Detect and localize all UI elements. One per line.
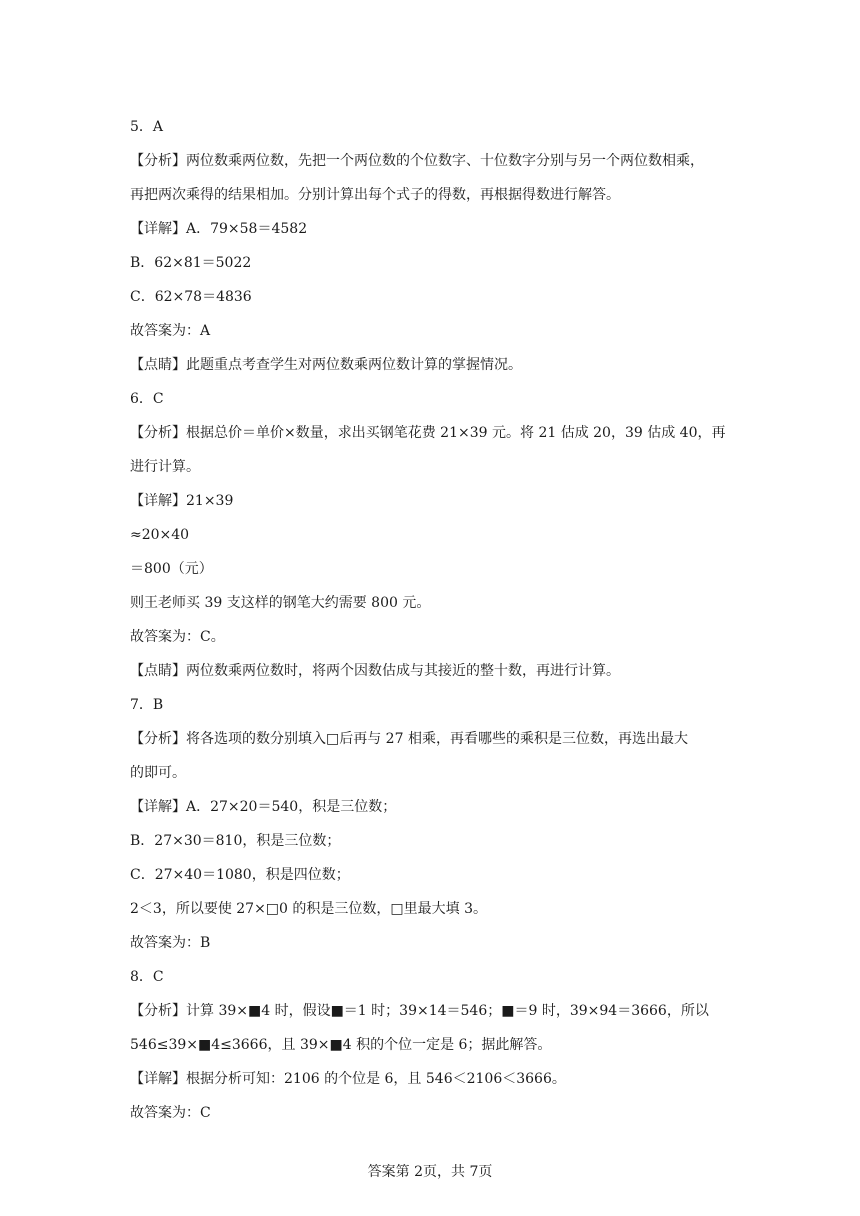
q5-conclusion: 故答案为：A xyxy=(130,323,211,339)
q8-conclusion: 故答案为：C xyxy=(130,1105,211,1121)
answer-content xyxy=(130,110,740,1130)
q6-analysis-line-2: 进行计算。 xyxy=(130,459,200,475)
q7-detail-a: 【详解】A．27×20＝540，积是三位数； xyxy=(130,799,397,815)
q7-analysis-line-2: 的即可。 xyxy=(130,765,186,781)
q8-analysis-line-2: 546≤39×■4≤3666，且 39×■4 积的个位一定是 6；据此解答。 xyxy=(130,1037,552,1053)
q6-detail-line-1: 【详解】21×39 xyxy=(130,493,234,509)
q6-conclusion: 故答案为：C。 xyxy=(130,629,225,645)
question-6-answer: 6．C xyxy=(130,391,164,407)
q7-conclusion: 故答案为：B xyxy=(130,935,211,951)
q5-detail-b: B．62×81＝5022 xyxy=(130,255,252,271)
q5-detail-c: C．62×78＝4836 xyxy=(130,289,252,305)
question-5-answer: 5．A xyxy=(130,119,164,135)
question-7-answer: 7．B xyxy=(130,697,164,713)
q5-analysis-line-1: 【分析】两位数乘两位数，先把一个两位数的个位数字、十位数字分别与另一个两位数相乘， xyxy=(130,153,704,169)
q6-comment: 【点睛】两位数乘两位数时，将两个因数估成与其接近的整十数，再进行计算。 xyxy=(130,663,620,679)
q6-detail-line-3: ＝800（元） xyxy=(130,561,213,577)
q7-detail-c: C．27×40＝1080，积是四位数； xyxy=(130,867,350,883)
q5-detail-a: 【详解】A．79×58＝4582 xyxy=(130,221,308,237)
q6-detail-line-4: 则王老师买 39 支这样的钢笔大约需要 800 元。 xyxy=(130,595,431,611)
q7-detail-summary: 2＜3，所以要使 27×□0 的积是三位数，□里最大填 3。 xyxy=(130,901,487,917)
question-8-answer: 8．C xyxy=(130,969,164,985)
q6-detail-line-2: ≈20×40 xyxy=(130,527,190,543)
q7-analysis-line-1: 【分析】将各选项的数分别填入□后再与 27 相乘，再看哪些的乘积是三位数，再选出最大 xyxy=(130,731,688,747)
q8-detail: 【详解】根据分析可知：2106 的个位是 6，且 546＜2106＜3666。 xyxy=(130,1071,566,1087)
q5-comment: 【点睛】此题重点考查学生对两位数乘两位数计算的掌握情况。 xyxy=(130,357,522,373)
q8-analysis-line-1: 【分析】计算 39×■4 时，假设■＝1 时；39×14＝546；■＝9 时，39×94＝3666，所以 xyxy=(130,1003,709,1019)
q7-detail-b: B．27×30＝810，积是三位数； xyxy=(130,833,341,849)
q6-analysis-line-1: 【分析】根据总价＝单价×数量，求出买钢笔花费 21×39 元。将 21 估成 20，39 估成 40，再 xyxy=(130,425,726,441)
q5-analysis-line-2: 再把两次乘得的结果相加。分别计算出每个式子的得数，再根据得数进行解答。 xyxy=(130,187,620,203)
page-footer: 答案第 2页，共 7页 xyxy=(367,1164,493,1180)
